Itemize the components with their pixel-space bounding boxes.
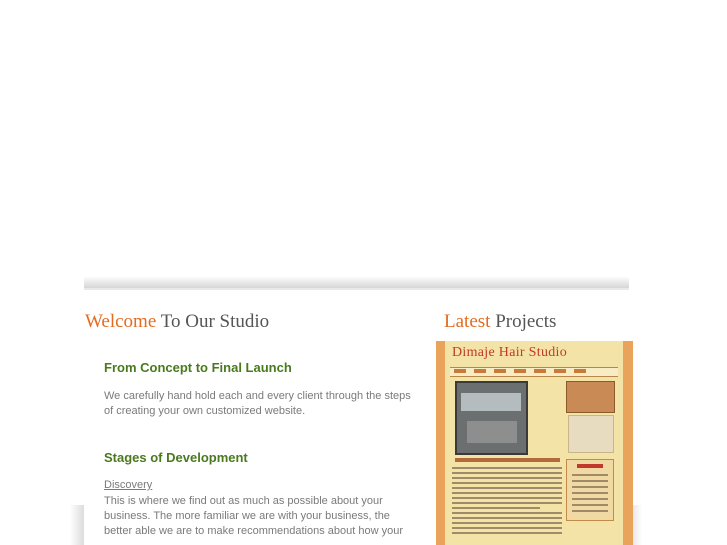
stages-title: Stages of Development xyxy=(104,450,248,465)
illustration-photo xyxy=(568,415,614,453)
project-thumbnail[interactable] xyxy=(436,341,633,545)
latest-heading-rest: Projects xyxy=(495,311,557,332)
thumbnail-nav-bar xyxy=(450,367,618,377)
concept-text: We carefully hand hold each and every client through the steps of creating your own customized website. xyxy=(104,390,411,417)
content-left-shadow xyxy=(70,505,84,545)
concept-title: From Concept to Final Launch xyxy=(104,360,292,375)
latest-projects-heading xyxy=(444,311,556,333)
welcome-heading xyxy=(85,311,269,333)
content-top-shadow xyxy=(84,276,629,290)
storefront-photo xyxy=(566,381,615,413)
project-logo: Dimaje Hair Studio xyxy=(452,345,568,360)
salon-photo xyxy=(455,381,528,455)
welcome-heading-accent: Welcome xyxy=(85,311,157,332)
latest-heading-accent: Latest xyxy=(444,311,491,332)
discovery-link[interactable]: Discovery xyxy=(104,479,153,491)
hours-box xyxy=(566,459,614,521)
address-line xyxy=(455,458,560,462)
body-text-lines xyxy=(452,467,562,537)
welcome-heading-rest: To Our Studio xyxy=(160,311,270,332)
discovery-text: This is where we find out as much as possible about your business. The more familiar we are with your business, the better able we are to make recommendations about how your xyxy=(104,495,403,537)
